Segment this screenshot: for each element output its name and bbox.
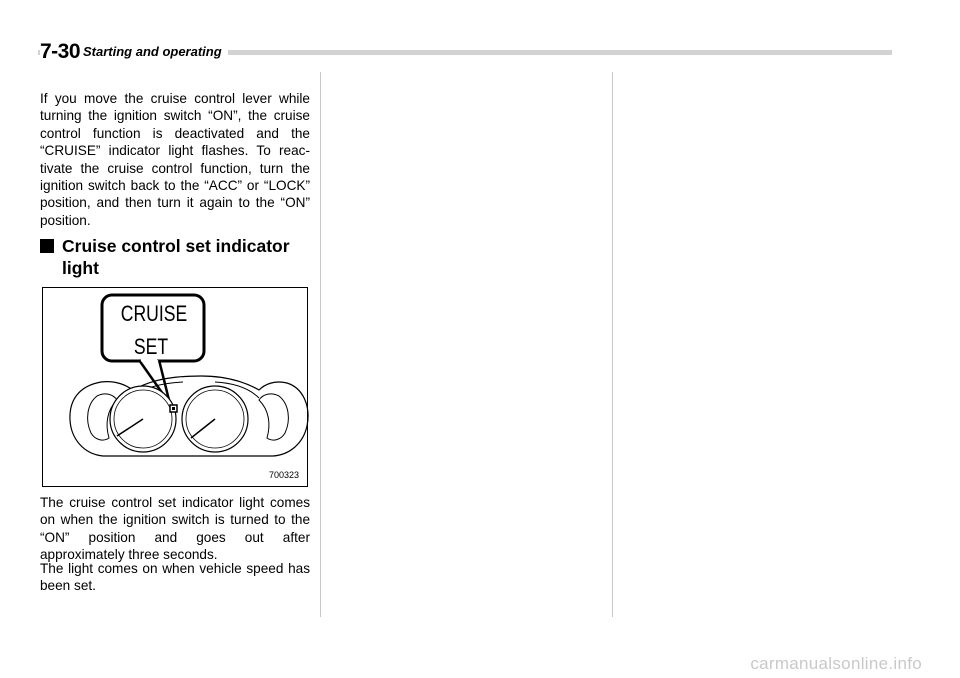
watermark: carmanualsonline.info	[750, 654, 922, 673]
figure-id: 700323	[268, 470, 299, 480]
callout-text-set: SET	[133, 335, 169, 360]
column-divider	[612, 72, 613, 617]
body-paragraph: If you move the cruise control lever while turning the ignition switch “ON”, the cruise control function is deactivated and the “CRUISE” indicator light flashes. To reac-tivate the cruise control function, turn the ignition switch back to the “ACC” or “LOCK” position, and then turn it again to the “ON” position.	[40, 91, 310, 228]
instrument-cluster-illustration	[43, 288, 309, 488]
page-number: 7-30	[40, 41, 84, 63]
right-side-gauge	[259, 394, 288, 440]
column-divider	[320, 72, 321, 617]
body-paragraph: The cruise control set indicator light comes on when the ignition switch is turned to the “ON” position and goes out after approximately three seconds.	[40, 495, 310, 563]
heading-line-2: light	[62, 258, 99, 278]
section-heading	[40, 235, 310, 279]
callout-text-cruise: CRUISE	[120, 302, 188, 327]
instrument-cluster-figure	[42, 287, 308, 487]
section-title: Starting and operating	[83, 44, 228, 60]
bullet-square-icon	[40, 239, 54, 253]
body-paragraph: The light comes on when vehicle speed has been set.	[40, 561, 310, 594]
heading-text	[62, 235, 290, 279]
heading-line-1: Cruise control set indicator	[62, 236, 290, 256]
